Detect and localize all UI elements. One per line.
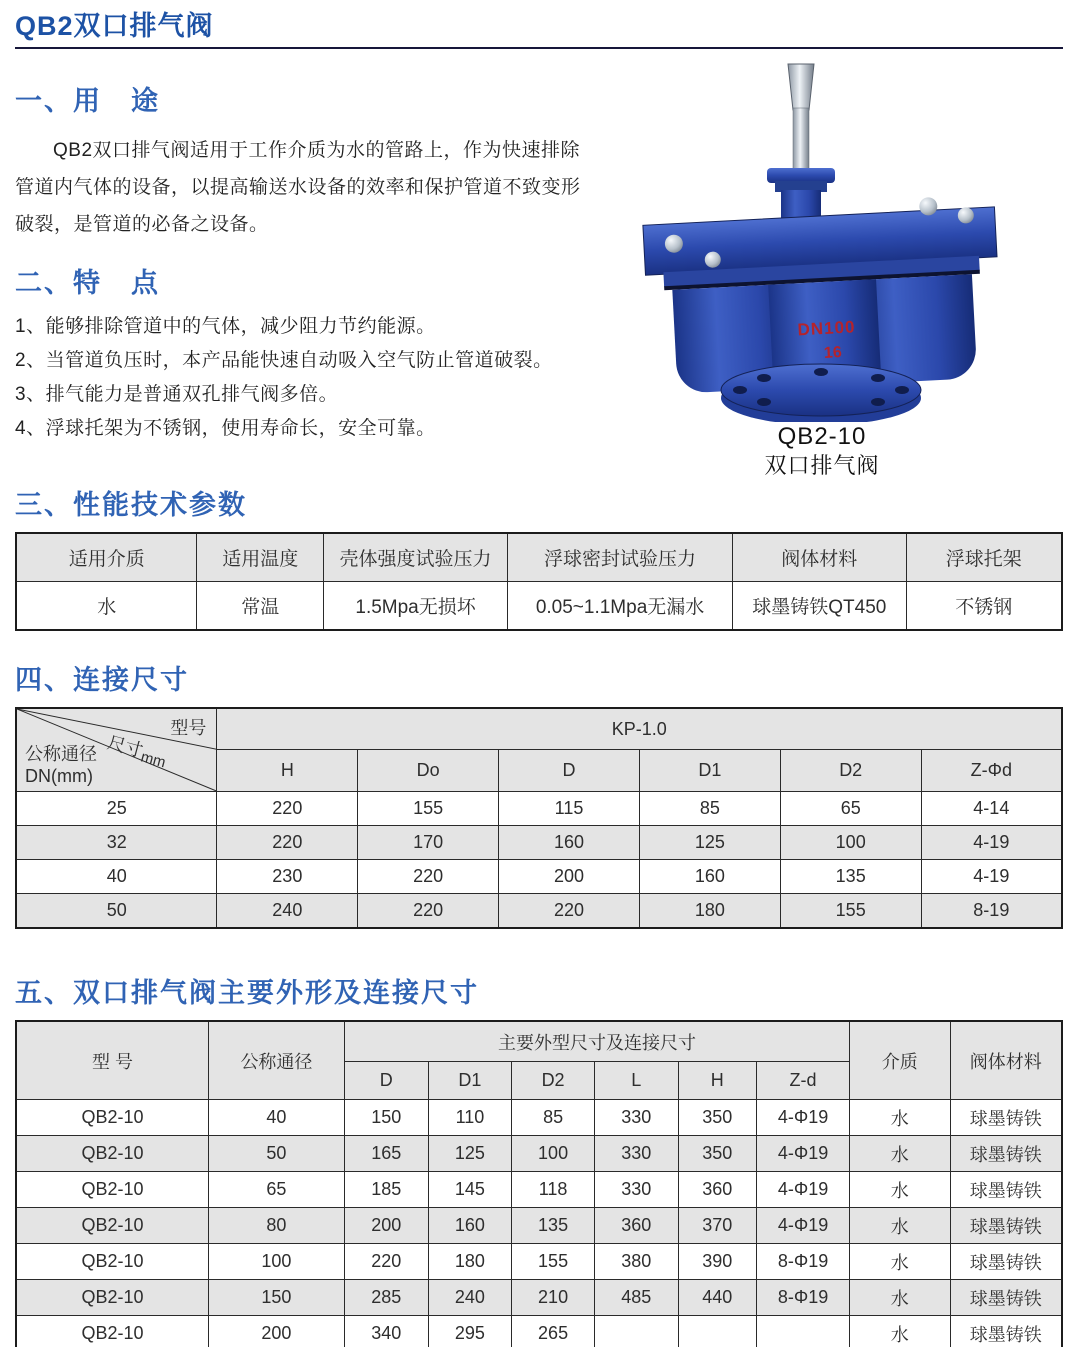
table-cell: 110	[428, 1100, 512, 1136]
table-cell: 220	[217, 792, 358, 826]
dimensions-subheader-cell: L	[594, 1062, 678, 1100]
table-cell: 85	[639, 792, 780, 826]
usage-paragraph: QB2双口排气阀适用于工作介质为水的管路上，作为快速排除管道内气体的设备，以提高输送水设备的效率和保护管道不致变形破裂，是管道的必备之设备。	[15, 140, 581, 235]
connection-subheader-cell: D1	[639, 750, 780, 792]
table-cell: 180	[428, 1244, 512, 1280]
connection-subheader-cell: D2	[780, 750, 921, 792]
performance-body	[16, 582, 1062, 631]
table-cell: 水	[850, 1280, 950, 1316]
dimensions-subheader-cell: D2	[512, 1062, 595, 1100]
table-cell: 球墨铸铁	[950, 1100, 1062, 1136]
table-row	[16, 1100, 1062, 1136]
table-cell: 485	[594, 1280, 678, 1316]
table-cell	[757, 1316, 850, 1347]
dimensions-body	[16, 1100, 1062, 1347]
diagonal-label-dn: 公称通径 DN(mm)	[25, 744, 97, 786]
table-cell: 8-19	[921, 894, 1062, 929]
section-performance	[15, 488, 1063, 631]
table-cell: 50	[16, 894, 217, 929]
table-cell: 球墨铸铁	[950, 1280, 1062, 1316]
section-features	[15, 266, 615, 446]
performance-header-cell: 适用介质	[16, 533, 197, 582]
connection-table	[15, 707, 1063, 929]
table-cell: 160	[428, 1208, 512, 1244]
table-cell: 32	[16, 826, 217, 860]
table-cell: 220	[217, 826, 358, 860]
usage-heading: 一、用 途	[15, 86, 160, 116]
table-cell: 220	[358, 860, 499, 894]
table-cell: 4-Φ19	[757, 1172, 850, 1208]
table-cell: 40	[16, 860, 217, 894]
table-cell: 100	[512, 1136, 595, 1172]
table-row	[16, 792, 1062, 826]
performance-header-cell: 阀体材料	[732, 533, 906, 582]
connection-body	[16, 792, 1062, 929]
table-cell: 240	[217, 894, 358, 929]
table-cell: 65	[208, 1172, 344, 1208]
valve-marking-dn: DN100	[797, 317, 856, 340]
table-cell: 185	[344, 1172, 428, 1208]
performance-table	[15, 532, 1063, 631]
table-cell: 8-Φ19	[757, 1244, 850, 1280]
table-cell: 85	[512, 1100, 595, 1136]
table-cell: 160	[499, 826, 640, 860]
table-cell: QB2-10	[16, 1208, 208, 1244]
table-cell: QB2-10	[16, 1136, 208, 1172]
table-cell: 370	[678, 1208, 756, 1244]
feature-item: 3、排气能力是普通双孔排气阀多倍。	[15, 384, 339, 405]
table-cell: 170	[358, 826, 499, 860]
table-cell: 155	[358, 792, 499, 826]
table-cell: 440	[678, 1280, 756, 1316]
table-cell: 330	[594, 1172, 678, 1208]
table-cell: 常温	[197, 582, 324, 631]
table-cell: 水	[16, 582, 197, 631]
table-cell: 265	[512, 1316, 595, 1347]
table-cell: 100	[780, 826, 921, 860]
table-cell: 125	[428, 1136, 512, 1172]
feature-item: 4、浮球托架为不锈钢，使用寿命长，安全可靠。	[15, 418, 436, 439]
table-cell: 360	[594, 1208, 678, 1244]
features-heading: 二、特 点	[15, 268, 160, 298]
dimensions-group-header: 主要外型尺寸及连接尺寸	[344, 1021, 849, 1062]
table-cell: 230	[217, 860, 358, 894]
stem-collar	[767, 168, 835, 183]
performance-heading: 三、性能技术参数	[15, 490, 247, 520]
table-cell: 不锈钢	[906, 582, 1062, 631]
performance-header-cell: 壳体强度试验压力	[324, 533, 508, 582]
table-cell: 4-Φ19	[757, 1100, 850, 1136]
figure-caption-model: QB2-10	[777, 423, 867, 450]
section-usage	[15, 84, 590, 243]
table-cell: 球墨铸铁	[950, 1208, 1062, 1244]
table-cell: 220	[344, 1244, 428, 1280]
table-cell: 4-19	[921, 860, 1062, 894]
table-cell: 球墨铸铁QT450	[732, 582, 906, 631]
dimensions-col-model: 型 号	[16, 1021, 208, 1100]
performance-header-cell: 浮球密封试验压力	[508, 533, 733, 582]
table-cell: 180	[639, 894, 780, 929]
table-cell: 8-Φ19	[757, 1280, 850, 1316]
table-cell: 240	[428, 1280, 512, 1316]
table-cell: 155	[512, 1244, 595, 1280]
diagonal-header-cell	[16, 708, 217, 792]
connection-subheader-cell: Do	[358, 750, 499, 792]
table-row	[16, 582, 1062, 631]
table-cell: 145	[428, 1172, 512, 1208]
performance-header-cell: 适用温度	[197, 533, 324, 582]
table-cell: QB2-10	[16, 1316, 208, 1347]
table-cell: QB2-10	[16, 1280, 208, 1316]
connection-subheader-cell: Z-Φd	[921, 750, 1062, 792]
valve-photo	[628, 60, 1016, 422]
table-cell: QB2-10	[16, 1244, 208, 1280]
diagonal-label-model: 型号	[170, 718, 207, 738]
table-cell: 220	[499, 894, 640, 929]
connection-heading: 四、连接尺寸	[15, 665, 189, 695]
dimensions-subheader-cell: H	[678, 1062, 756, 1100]
table-cell: 210	[512, 1280, 595, 1316]
table-cell: 水	[850, 1316, 950, 1347]
figure-caption-name: 双口排气阀	[764, 453, 880, 478]
dimensions-subheader-cell: Z-d	[757, 1062, 850, 1100]
table-cell: 200	[208, 1316, 344, 1347]
table-cell: 200	[499, 860, 640, 894]
connection-subheader-cell: H	[217, 750, 358, 792]
table-cell	[678, 1316, 756, 1347]
table-cell: 水	[850, 1208, 950, 1244]
table-cell: 390	[678, 1244, 756, 1280]
table-cell: 125	[639, 826, 780, 860]
table-cell: 150	[208, 1280, 344, 1316]
table-row	[16, 826, 1062, 860]
table-cell: 330	[594, 1100, 678, 1136]
table-cell: 水	[850, 1136, 950, 1172]
features-list	[15, 310, 615, 446]
valve-stem	[788, 64, 814, 174]
title-block	[15, 10, 1063, 49]
performance-header-row	[16, 533, 1062, 582]
table-cell: 330	[594, 1136, 678, 1172]
dimensions-subheader-cell: D1	[428, 1062, 512, 1100]
table-row	[16, 1208, 1062, 1244]
table-cell: 220	[358, 894, 499, 929]
table-row	[16, 1136, 1062, 1172]
table-cell: 135	[780, 860, 921, 894]
table-cell: 295	[428, 1316, 512, 1347]
table-cell: 50	[208, 1136, 344, 1172]
dimensions-col-material: 阀体材料	[950, 1021, 1062, 1100]
dimensions-col-medium: 介质	[850, 1021, 950, 1100]
table-cell: 4-19	[921, 826, 1062, 860]
table-cell: 1.5Mpa无损坏	[324, 582, 508, 631]
table-cell: 155	[780, 894, 921, 929]
table-cell: 115	[499, 792, 640, 826]
table-cell: 水	[850, 1244, 950, 1280]
table-cell	[594, 1316, 678, 1347]
table-row	[16, 894, 1062, 929]
table-row	[16, 1316, 1062, 1347]
section-connection	[15, 663, 1063, 929]
feature-item: 2、当管道负压时，本产品能快速自动吸入空气防止管道破裂。	[15, 350, 553, 371]
table-cell: 4-14	[921, 792, 1062, 826]
table-cell: 65	[780, 792, 921, 826]
table-cell: 25	[16, 792, 217, 826]
table-cell: 水	[850, 1172, 950, 1208]
connection-subheader-cell: D	[499, 750, 640, 792]
table-cell: QB2-10	[16, 1100, 208, 1136]
table-cell: 340	[344, 1316, 428, 1347]
table-cell: 4-Φ19	[757, 1208, 850, 1244]
table-cell: 球墨铸铁	[950, 1244, 1062, 1280]
table-row	[16, 1172, 1062, 1208]
table-row	[16, 1244, 1062, 1280]
table-cell: 100	[208, 1244, 344, 1280]
table-cell: 380	[594, 1244, 678, 1280]
table-cell: 40	[208, 1100, 344, 1136]
table-cell: 150	[344, 1100, 428, 1136]
performance-header-cell: 浮球托架	[906, 533, 1062, 582]
table-cell: 球墨铸铁	[950, 1172, 1062, 1208]
connection-group-header: KP-1.0	[217, 708, 1062, 750]
table-row	[16, 1280, 1062, 1316]
page-title: QB2双口排气阀	[15, 11, 214, 41]
product-figure	[628, 60, 1016, 480]
table-cell: 80	[208, 1208, 344, 1244]
dimensions-subheader-cell: D	[344, 1062, 428, 1100]
table-cell: 118	[512, 1172, 595, 1208]
table-cell: 350	[678, 1136, 756, 1172]
dimensions-heading: 五、双口排气阀主要外形及连接尺寸	[15, 978, 479, 1008]
valve-flange	[721, 364, 921, 422]
dimensions-table	[15, 1020, 1063, 1347]
table-cell: 球墨铸铁	[950, 1136, 1062, 1172]
table-cell: 200	[344, 1208, 428, 1244]
table-cell: 水	[850, 1100, 950, 1136]
table-cell: 350	[678, 1100, 756, 1136]
table-cell: 球墨铸铁	[950, 1316, 1062, 1347]
table-cell: 0.05~1.1Mpa无漏水	[508, 582, 733, 631]
valve-marking-pn: 16	[823, 344, 843, 362]
title-divider	[15, 47, 1063, 49]
table-cell: 360	[678, 1172, 756, 1208]
table-cell: 285	[344, 1280, 428, 1316]
section-dimensions	[15, 976, 1063, 1347]
dimensions-col-dn: 公称通径	[208, 1021, 344, 1100]
diagonal-label-size: 尺寸$_{mm}$	[104, 732, 168, 772]
table-cell: 160	[639, 860, 780, 894]
table-row	[16, 860, 1062, 894]
table-cell: 4-Φ19	[757, 1136, 850, 1172]
table-cell: QB2-10	[16, 1172, 208, 1208]
feature-item: 1、能够排除管道中的气体，减少阻力节约能源。	[15, 316, 436, 337]
table-cell: 165	[344, 1136, 428, 1172]
table-cell: 135	[512, 1208, 595, 1244]
